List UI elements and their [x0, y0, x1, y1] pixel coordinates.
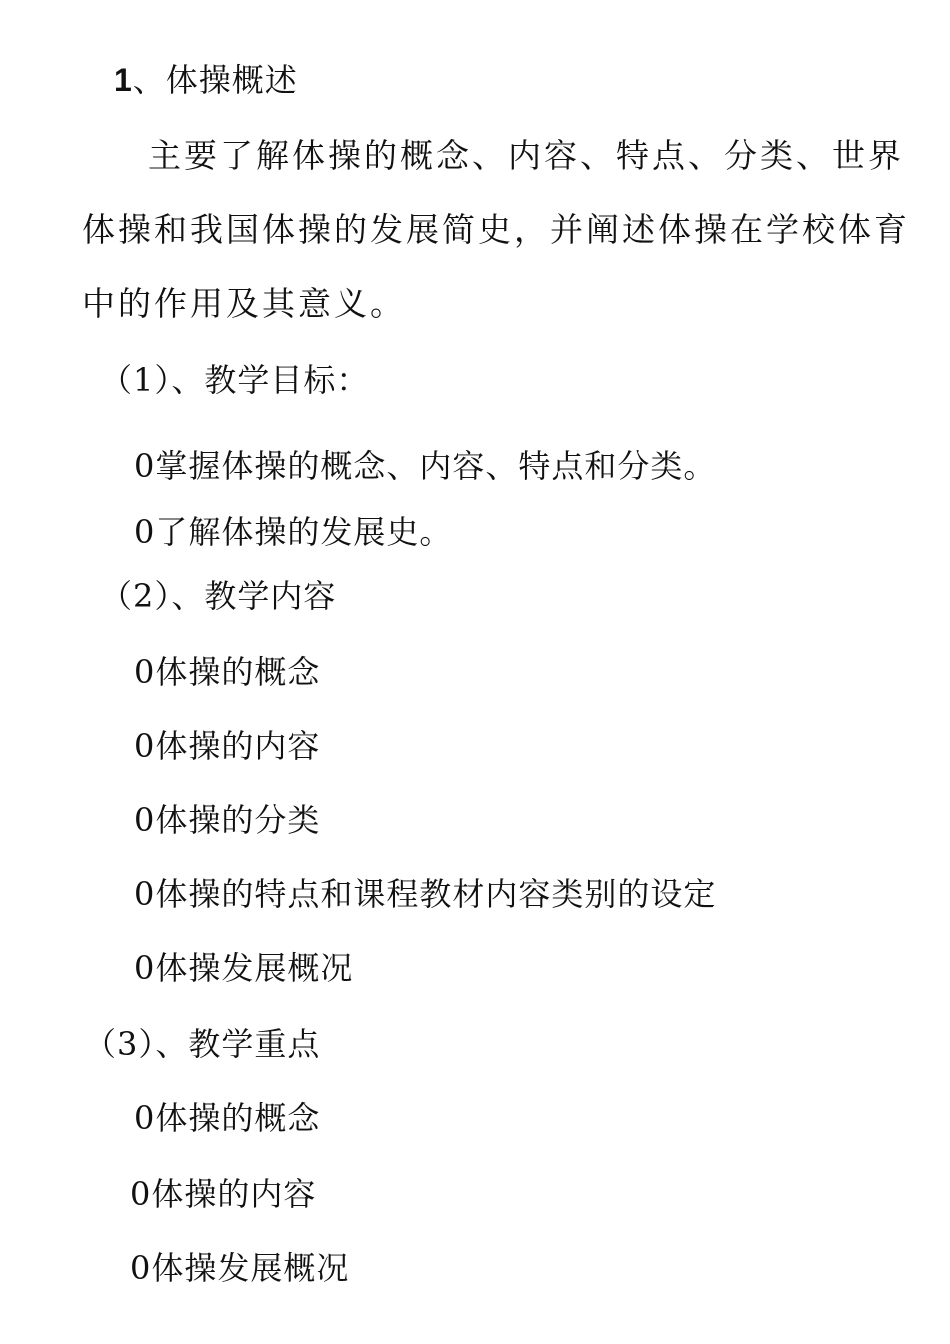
- list-item: 0了解体操的发展史。: [134, 513, 453, 551]
- section-1-title: （1）、教学目标：: [100, 361, 370, 399]
- section-heading: [114, 60, 298, 100]
- section-2-title: （2）、教学内容: [100, 577, 337, 615]
- intro-line-3: 中的作用及其意义。: [82, 284, 406, 323]
- intro-line-2: 体操和我国体操的发展简史，并阐述体操在学校体育: [82, 210, 910, 249]
- list-item: 0掌握体操的概念、内容、特点和分类。: [134, 447, 717, 485]
- list-item: 0体操的内容: [134, 727, 321, 765]
- list-item: 0体操的概念: [134, 653, 321, 691]
- heading-number: 1: [114, 62, 133, 98]
- list-item: 0体操的分类: [134, 801, 321, 839]
- list-item: 0体操发展概况: [134, 949, 354, 987]
- list-item: 0体操的内容: [130, 1175, 317, 1213]
- heading-text: 、体操概述: [132, 61, 298, 99]
- list-item: 0体操发展概况: [130, 1249, 350, 1287]
- intro-line-1: 主要了解体操的概念、内容、特点、分类、世界: [148, 136, 904, 175]
- list-item: 0体操的特点和课程教材内容类别的设定: [134, 875, 717, 913]
- section-3-title: （3）、教学重点: [84, 1025, 321, 1063]
- list-item: 0体操的概念: [134, 1099, 321, 1137]
